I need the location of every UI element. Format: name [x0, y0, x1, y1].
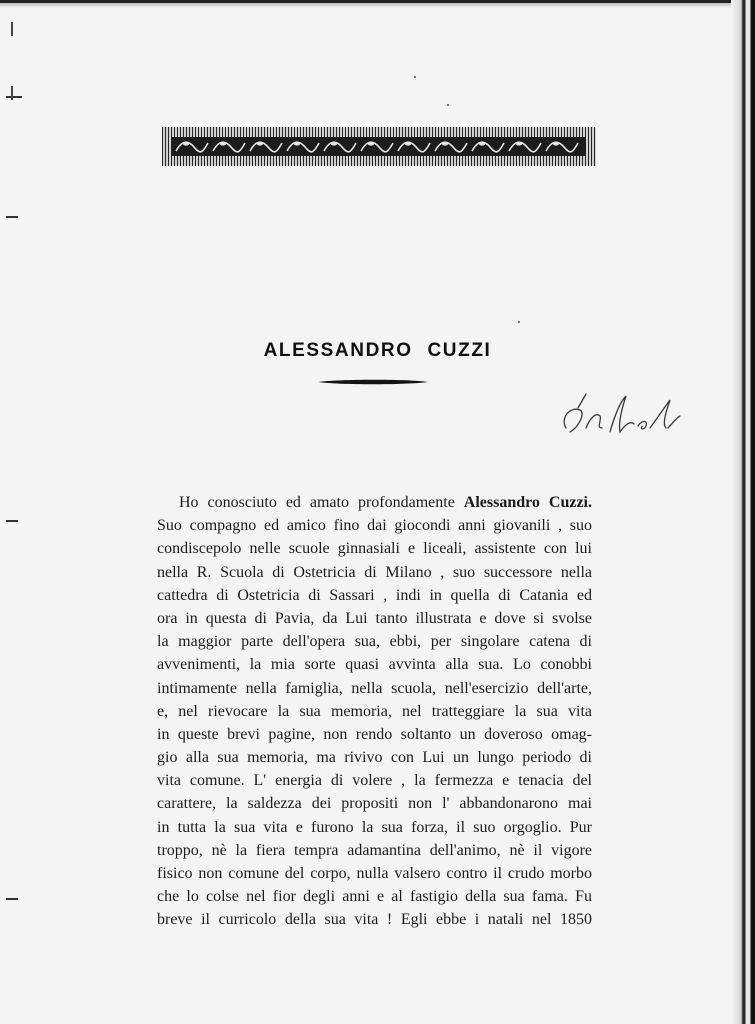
- ornament-leaf-band: [172, 137, 586, 156]
- margin-mark: [11, 86, 13, 100]
- margin-mark: [6, 96, 22, 98]
- dust-speck: [414, 76, 416, 78]
- paragraph-lead: Ho conosciuto ed amato profondamente: [179, 494, 455, 511]
- page-left-margin-marks: [0, 0, 30, 1024]
- paragraph-line: avvenimenti, la mia sorte quasi avvinta alla sua. Lo conobbi: [157, 656, 592, 674]
- paragraph-line: cattedra di Ostetricia di Sassari , indi in quella di Catania ed: [157, 586, 592, 604]
- margin-mark: [6, 898, 18, 900]
- paragraph-line: fisico non comune del corpo, nulla valsero contro il crudo morbo: [157, 865, 592, 882]
- paragraph-line: e, nel rievocare la sua memoria, nel tratteggiare la sua vita: [157, 702, 592, 720]
- paragraph-line: la maggior parte dell'opera sua, ebbi, per singolare catena di: [157, 633, 592, 651]
- paragraph-line: in queste brevi pagine, non rendo soltanto un doveroso omag-: [157, 725, 592, 743]
- paragraph-line: in tutta la sua vita e furono la sua forza, il suo orgoglio. Pur: [157, 818, 592, 836]
- paragraph-line: Suo compagno ed amico fino dai giocondi anni giovanili , suo: [157, 517, 592, 535]
- page-top-edge: [0, 0, 755, 8]
- paragraph-line: troppo, nè la fiera tempra adamantina dell'animo, nè il vigore: [157, 841, 592, 859]
- paragraph-line: carattere, la saldezza dei propositi non l' abbandonarono mai: [157, 795, 592, 813]
- paragraph-line: condiscepolo nelle scuole ginnasiali e liceali, assistente con lui: [157, 540, 592, 558]
- name-emphasis: Alessandro Cuzzi.: [463, 494, 592, 511]
- title-underline-rule: [318, 379, 428, 385]
- paragraph-line: [157, 491, 592, 514]
- paragraph-line: ora in questa di Pavia, da Lui tanto illustrata e dove si svolse: [157, 609, 592, 627]
- dust-speck: [518, 321, 520, 323]
- page-title: ALESSANDRO CUZZI: [263, 340, 492, 361]
- paragraph-line: intimamente nella famiglia, nella scuola, nell'esercizio dell'arte,: [157, 679, 592, 697]
- margin-mark: [11, 22, 13, 36]
- margin-mark: [6, 216, 18, 218]
- ornamental-header-banner: [162, 127, 596, 166]
- body-paragraph: [157, 491, 592, 932]
- handwritten-signature: [556, 388, 682, 446]
- leaf-pattern-icon: [172, 137, 586, 156]
- paragraph-line: nella R. Scuola di Ostetricia di Milano , suo successore nella: [157, 563, 592, 581]
- page-right-edge: [731, 0, 755, 1024]
- dust-speck: [447, 104, 449, 106]
- paragraph-line: gio alla sua memoria, ma rivivo con Lui un lungo periodo di: [157, 749, 592, 767]
- paragraph-line: vita comune. L' energia di volere , la fermezza e tenacia del: [157, 772, 592, 790]
- margin-mark: [6, 520, 18, 522]
- paragraph-line: che lo colse nel fior degli anni e al fastigio della sua fama. Fu: [157, 888, 592, 906]
- paragraph-line: breve il curricolo della sua vita ! Egli ebbe i natali nel 1850: [157, 911, 592, 929]
